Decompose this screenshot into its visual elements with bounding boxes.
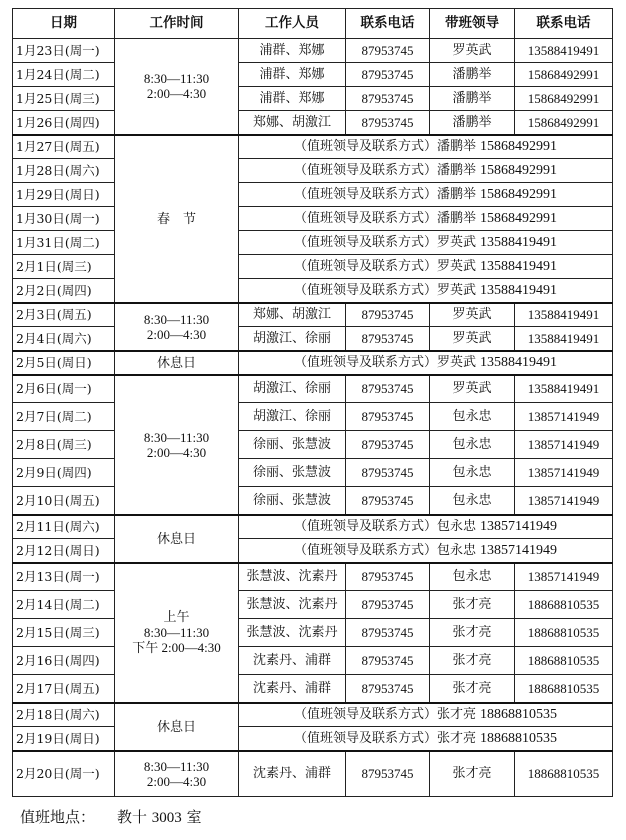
table-body [13,39,613,797]
row-staff: 沈素丹、浦群 [239,751,346,797]
row-phone: 87953745 [346,459,430,487]
work-time-label: 休息日 [115,703,239,751]
merged-leader-name: 张才亮 [437,730,477,746]
merged-leader-phone: 13857141949 [480,519,558,535]
table-row [13,63,613,87]
row-date: 1月25日(周三) [13,87,115,111]
table-row [13,87,613,111]
table-row [13,207,613,231]
row-leader-phone: 18868810535 [515,751,613,797]
row-date: 2月7日(周二) [13,403,115,431]
row-staff: 浦群、郑娜 [239,39,346,63]
header-leader: 带班领导 [430,9,515,39]
location-room-number: 3003 [151,810,182,826]
merged-label: （值班领导及联系方式） [293,542,437,558]
row-leader-phone: 15868492991 [515,63,613,87]
table-row [13,539,613,563]
location-value-suffix: 室 [181,808,202,826]
row-date: 2月18日(周六) [13,703,115,727]
merged-leader-name: 潘鹏举 [437,139,477,155]
header-phone: 联系电话 [346,9,430,39]
row-date: 2月17日(周五) [13,675,115,703]
merged-leader-name: 潘鹏举 [437,187,477,202]
row-phone: 87953745 [346,563,430,591]
row-leader-phone: 18868810535 [515,619,613,647]
table-row [13,675,613,703]
row-leader: 罗英武 [430,39,515,63]
row-phone: 87953745 [346,375,430,403]
row-date: 1月29日(周日) [13,183,115,207]
on-duty-leader-merged [239,135,613,159]
table-row [13,111,613,135]
row-date: 1月30日(周一) [13,207,115,231]
row-leader: 张才亮 [430,619,515,647]
row-phone: 87953745 [346,487,430,515]
row-date: 1月27日(周五) [13,135,115,159]
row-staff: 郑娜、胡激江 [239,111,346,135]
row-staff: 胡激江、徐丽 [239,375,346,403]
row-leader-phone: 18868810535 [515,675,613,703]
location-value-prefix: 教十 [117,808,152,826]
row-date: 1月24日(周二) [13,63,115,87]
header-date: 日期 [13,9,115,39]
row-date: 1月28日(周六) [13,159,115,183]
row-leader-phone: 13588419491 [515,39,613,63]
row-leader: 包永忠 [430,487,515,515]
merged-leader-phone: 13588419491 [480,235,558,250]
merged-leader-phone: 15868492991 [480,187,558,202]
merged-label: （值班领导及联系方式） [293,519,437,535]
table-row [13,327,613,351]
row-staff: 胡激江、徐丽 [239,403,346,431]
row-date: 2月20日(周一) [13,751,115,797]
merged-label: （值班领导及联系方式） [293,211,437,226]
row-phone: 87953745 [346,591,430,619]
row-phone: 87953745 [346,675,430,703]
row-leader-phone: 13588419491 [515,327,613,351]
work-time-hours: 8:30—11:30 2:00—4:30 [115,303,239,351]
merged-leader-name: 潘鹏举 [437,163,477,178]
table-row [13,487,613,515]
header-leader-phone: 联系电话 [515,9,613,39]
row-date: 2月9日(周四) [13,459,115,487]
table-row [13,351,613,375]
merged-label: （值班领导及联系方式） [293,282,437,298]
duty-location [20,806,202,827]
row-leader-phone: 15868492991 [515,87,613,111]
table-row [13,303,613,327]
merged-leader-phone: 13588419491 [480,282,558,298]
row-phone: 87953745 [346,403,430,431]
row-staff: 张慧波、沈素丹 [239,619,346,647]
merged-label: （值班领导及联系方式） [293,259,437,274]
merged-leader-phone: 18868810535 [480,707,558,723]
merged-leader-name: 罗英武 [437,259,477,274]
row-leader: 包永忠 [430,403,515,431]
row-date: 2月5日(周日) [13,351,115,375]
on-duty-leader-merged [239,515,613,539]
work-time-hours: 8:30—11:30 2:00—4:30 [115,39,239,135]
row-staff: 徐丽、张慧波 [239,431,346,459]
on-duty-leader-merged [239,351,613,375]
merged-label: （值班领导及联系方式） [293,139,437,155]
merged-leader-phone: 15868492991 [480,139,558,155]
row-date: 2月13日(周一) [13,563,115,591]
merged-leader-name: 包永忠 [437,542,477,558]
row-staff: 胡激江、徐丽 [239,327,346,351]
row-date: 2月11日(周六) [13,515,115,539]
table-row [13,727,613,751]
row-staff: 郑娜、胡激江 [239,303,346,327]
table-row [13,279,613,303]
table-row [13,751,613,797]
on-duty-leader-merged [239,255,613,279]
row-leader: 潘鹏举 [430,87,515,111]
merged-label: （值班领导及联系方式） [293,730,437,746]
table-row [13,619,613,647]
merged-leader-name: 罗英武 [437,282,477,298]
row-leader-phone: 15868492991 [515,111,613,135]
row-leader: 潘鹏举 [430,63,515,87]
merged-leader-phone: 13588419491 [480,355,558,370]
row-staff: 徐丽、张慧波 [239,459,346,487]
row-leader: 张才亮 [430,647,515,675]
on-duty-leader-merged [239,279,613,303]
row-date: 2月1日(周三) [13,255,115,279]
duty-schedule-table [12,8,613,797]
row-date: 1月23日(周一) [13,39,115,63]
row-staff: 沈素丹、浦群 [239,675,346,703]
row-date: 2月4日(周六) [13,327,115,351]
merged-leader-phone: 15868492991 [480,211,558,226]
row-phone: 87953745 [346,303,430,327]
work-time-label: 休息日 [115,351,239,375]
merged-label: （值班领导及联系方式） [293,187,437,202]
row-staff: 浦群、郑娜 [239,87,346,111]
row-leader: 罗英武 [430,327,515,351]
row-leader: 包永忠 [430,459,515,487]
header-row [13,9,613,39]
work-time-hours: 8:30—11:30 2:00—4:30 [115,375,239,515]
work-time-label: 休息日 [115,515,239,563]
row-leader: 罗英武 [430,303,515,327]
merged-label: （值班领导及联系方式） [293,163,437,178]
work-time-am-label: 上午 [163,610,190,625]
on-duty-leader-merged [239,703,613,727]
row-leader-phone: 18868810535 [515,591,613,619]
table-row [13,403,613,431]
header-work-time: 工作时间 [115,9,239,39]
merged-leader-phone: 15868492991 [480,163,558,178]
row-phone: 87953745 [346,647,430,675]
table-row [13,563,613,591]
merged-leader-name: 包永忠 [437,519,477,535]
merged-label: （值班领导及联系方式） [293,707,437,723]
work-time-hours: 8:30—11:30 2:00—4:30 [115,751,239,797]
row-leader: 张才亮 [430,675,515,703]
row-phone: 87953745 [346,619,430,647]
work-time-label: 春 节 [115,135,239,303]
row-leader-phone: 13857141949 [515,403,613,431]
merged-label: （值班领导及联系方式） [293,355,437,370]
header-staff: 工作人员 [239,9,346,39]
table-row [13,459,613,487]
row-date: 2月14日(周二) [13,591,115,619]
row-date: 2月10日(周五) [13,487,115,515]
row-staff: 沈素丹、浦群 [239,647,346,675]
table-row [13,703,613,727]
row-leader: 潘鹏举 [430,111,515,135]
location-value [117,808,202,826]
on-duty-leader-merged [239,183,613,207]
row-leader-phone: 18868810535 [515,647,613,675]
row-staff: 浦群、郑娜 [239,63,346,87]
row-phone: 87953745 [346,327,430,351]
merged-leader-phone: 18868810535 [480,730,558,746]
on-duty-leader-merged [239,159,613,183]
location-label: 值班地点： [20,808,96,826]
row-leader-phone: 13857141949 [515,487,613,515]
merged-leader-name: 张才亮 [437,707,477,723]
work-time-hours: 8:30—11:30 下午 2:00—4:30 [132,625,221,655]
row-leader: 罗英武 [430,375,515,403]
table-row [13,591,613,619]
row-leader-phone: 13857141949 [515,459,613,487]
row-leader-phone: 13857141949 [515,563,613,591]
work-time-labeled [115,563,239,703]
row-date: 2月2日(周四) [13,279,115,303]
table-row [13,375,613,403]
row-date: 2月16日(周四) [13,647,115,675]
table-row [13,135,613,159]
table-row [13,255,613,279]
row-phone: 87953745 [346,87,430,111]
row-phone: 87953745 [346,431,430,459]
row-leader-phone: 13588419491 [515,375,613,403]
row-leader: 包永忠 [430,563,515,591]
row-date: 2月3日(周五) [13,303,115,327]
row-date: 2月8日(周三) [13,431,115,459]
merged-leader-phone: 13857141949 [480,542,558,558]
row-staff: 徐丽、张慧波 [239,487,346,515]
row-leader: 张才亮 [430,751,515,797]
table-row [13,159,613,183]
row-staff: 张慧波、沈素丹 [239,591,346,619]
row-phone: 87953745 [346,63,430,87]
row-leader: 包永忠 [430,431,515,459]
row-leader-phone: 13588419491 [515,303,613,327]
merged-label: （值班领导及联系方式） [293,235,437,250]
on-duty-leader-merged [239,231,613,255]
row-date: 1月31日(周二) [13,231,115,255]
merged-leader-phone: 13588419491 [480,259,558,274]
row-phone: 87953745 [346,39,430,63]
table-row [13,431,613,459]
row-phone: 87953745 [346,751,430,797]
table-row [13,183,613,207]
on-duty-leader-merged [239,727,613,751]
row-date: 2月12日(周日) [13,539,115,563]
row-date: 2月6日(周一) [13,375,115,403]
on-duty-leader-merged [239,207,613,231]
table-row [13,647,613,675]
row-staff: 张慧波、沈素丹 [239,563,346,591]
row-leader: 张才亮 [430,591,515,619]
row-leader-phone: 13857141949 [515,431,613,459]
table-row [13,39,613,63]
merged-leader-name: 罗英武 [437,235,477,250]
table-row [13,231,613,255]
merged-leader-name: 罗英武 [437,355,477,370]
merged-leader-name: 潘鹏举 [437,211,477,226]
row-date: 1月26日(周四) [13,111,115,135]
row-date: 2月19日(周日) [13,727,115,751]
row-date: 2月15日(周三) [13,619,115,647]
row-phone: 87953745 [346,111,430,135]
on-duty-leader-merged [239,539,613,563]
table-row [13,515,613,539]
